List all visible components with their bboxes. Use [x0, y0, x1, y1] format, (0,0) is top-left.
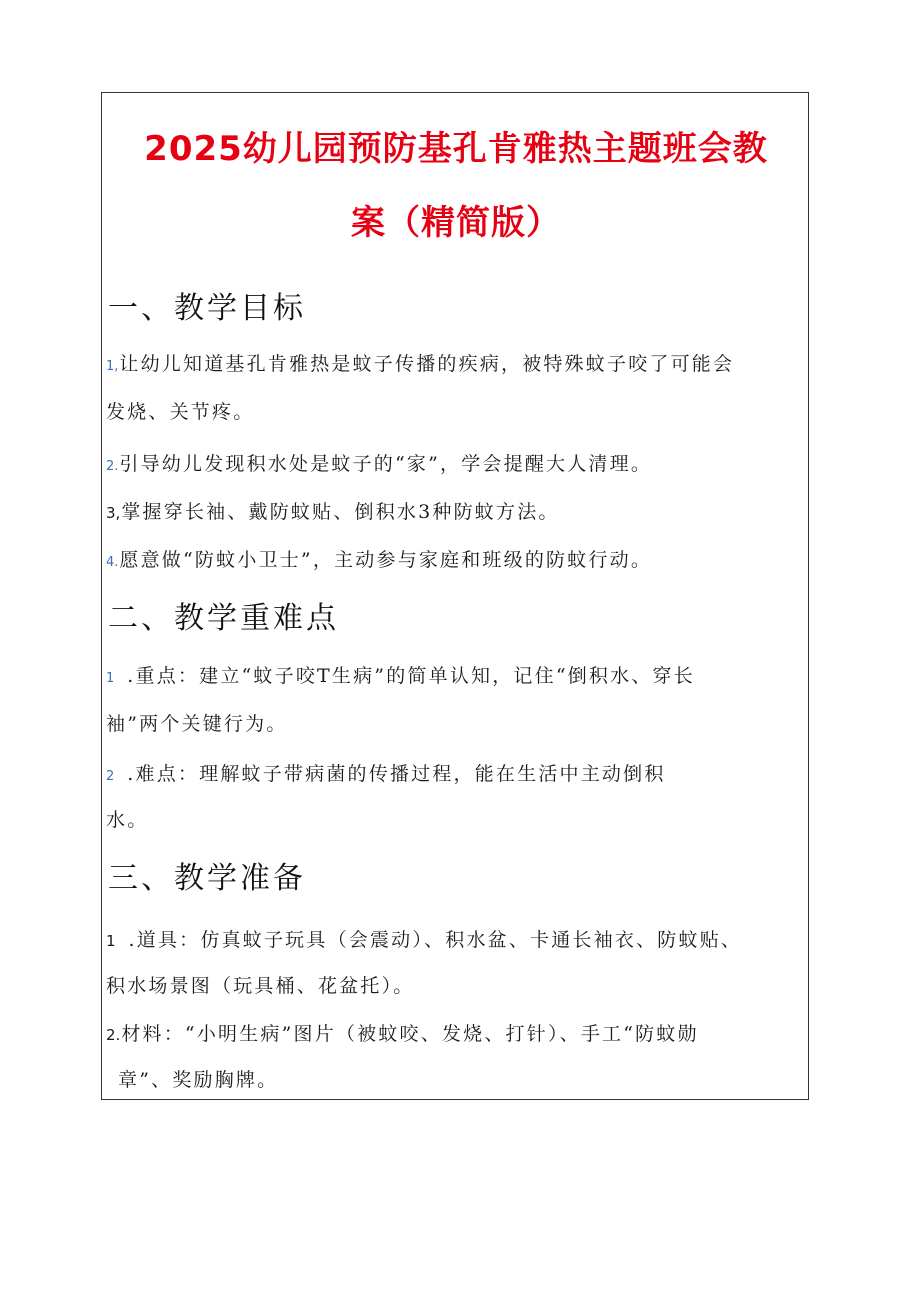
item-number: 2: [106, 769, 115, 784]
objective-item-3: [106, 499, 560, 526]
keypoint-item-1: [106, 663, 695, 692]
item-text: 让幼儿知道基孔肯雅热是蚊子传播的疾病，被特殊蚊子咬了可能会: [119, 353, 735, 375]
section-heading-key-points: 二、教学重难点: [108, 601, 339, 636]
preparation-item-2-cont: [118, 1067, 278, 1093]
item-text: 材料：“小明生病”图片（被蚊咬、发烧、打针）、手工“防蚊勋: [121, 1023, 699, 1045]
document-frame: [101, 92, 809, 1100]
item-number: 2.: [106, 1026, 121, 1044]
item-text: .道具：仿真蚊子玩具（会震动）、积水盆、卡通长袖衣、防蚊贴、: [128, 929, 743, 951]
item-number: 4.: [106, 555, 119, 570]
objective-item-1-cont: [106, 399, 254, 425]
item-number: 1: [106, 932, 116, 950]
item-text: 袖”两个关键行为。: [106, 713, 288, 735]
document-title-line-2: 案（精简版）: [351, 203, 561, 243]
preparation-item-1: [106, 927, 742, 954]
item-text: .难点：理解蚊子带病菌的传播过程，能在生活中主动倒积: [127, 763, 666, 785]
preparation-item-1-cont: [106, 973, 415, 999]
objective-item-1: [106, 351, 734, 380]
item-number: 3,: [106, 504, 121, 522]
objective-item-4: [106, 547, 652, 576]
item-text: 掌握穿长袖、戴防蚊贴、倒积水3种防蚊方法。: [121, 501, 560, 523]
keypoint-item-2: [106, 761, 666, 790]
section-heading-preparation: 三、教学准备: [108, 861, 306, 896]
section-heading-objectives: 一、教学目标: [108, 291, 306, 326]
item-text: 积水场景图（玩具桶、花盆托）。: [106, 975, 415, 997]
item-text: 章”、奖励胸牌。: [118, 1069, 279, 1091]
item-text: 愿意做“防蚊小卫士”，主动参与家庭和班级的防蚊行动。: [119, 549, 653, 571]
item-text: 水。: [106, 809, 149, 831]
item-number: 1: [106, 671, 115, 686]
keypoint-item-2-cont: [106, 807, 148, 833]
objective-item-2: [106, 451, 652, 480]
item-text: 发烧、关节疼。: [106, 401, 255, 423]
document-title-line-1: 2025幼儿园预防基孔肯雅热主题班会教: [144, 129, 768, 169]
item-number: 1,: [106, 359, 119, 374]
item-text: 引导幼儿发现积水处是蚊子的“家”，学会提醒大人清理。: [119, 453, 653, 475]
item-text: .重点：建立“蚊子咬T生病”的简单认知，记住“倒积水、穿长: [127, 665, 695, 687]
preparation-item-2: [106, 1021, 699, 1048]
keypoint-item-1-cont: [106, 711, 288, 737]
item-number: 2.: [106, 459, 119, 474]
